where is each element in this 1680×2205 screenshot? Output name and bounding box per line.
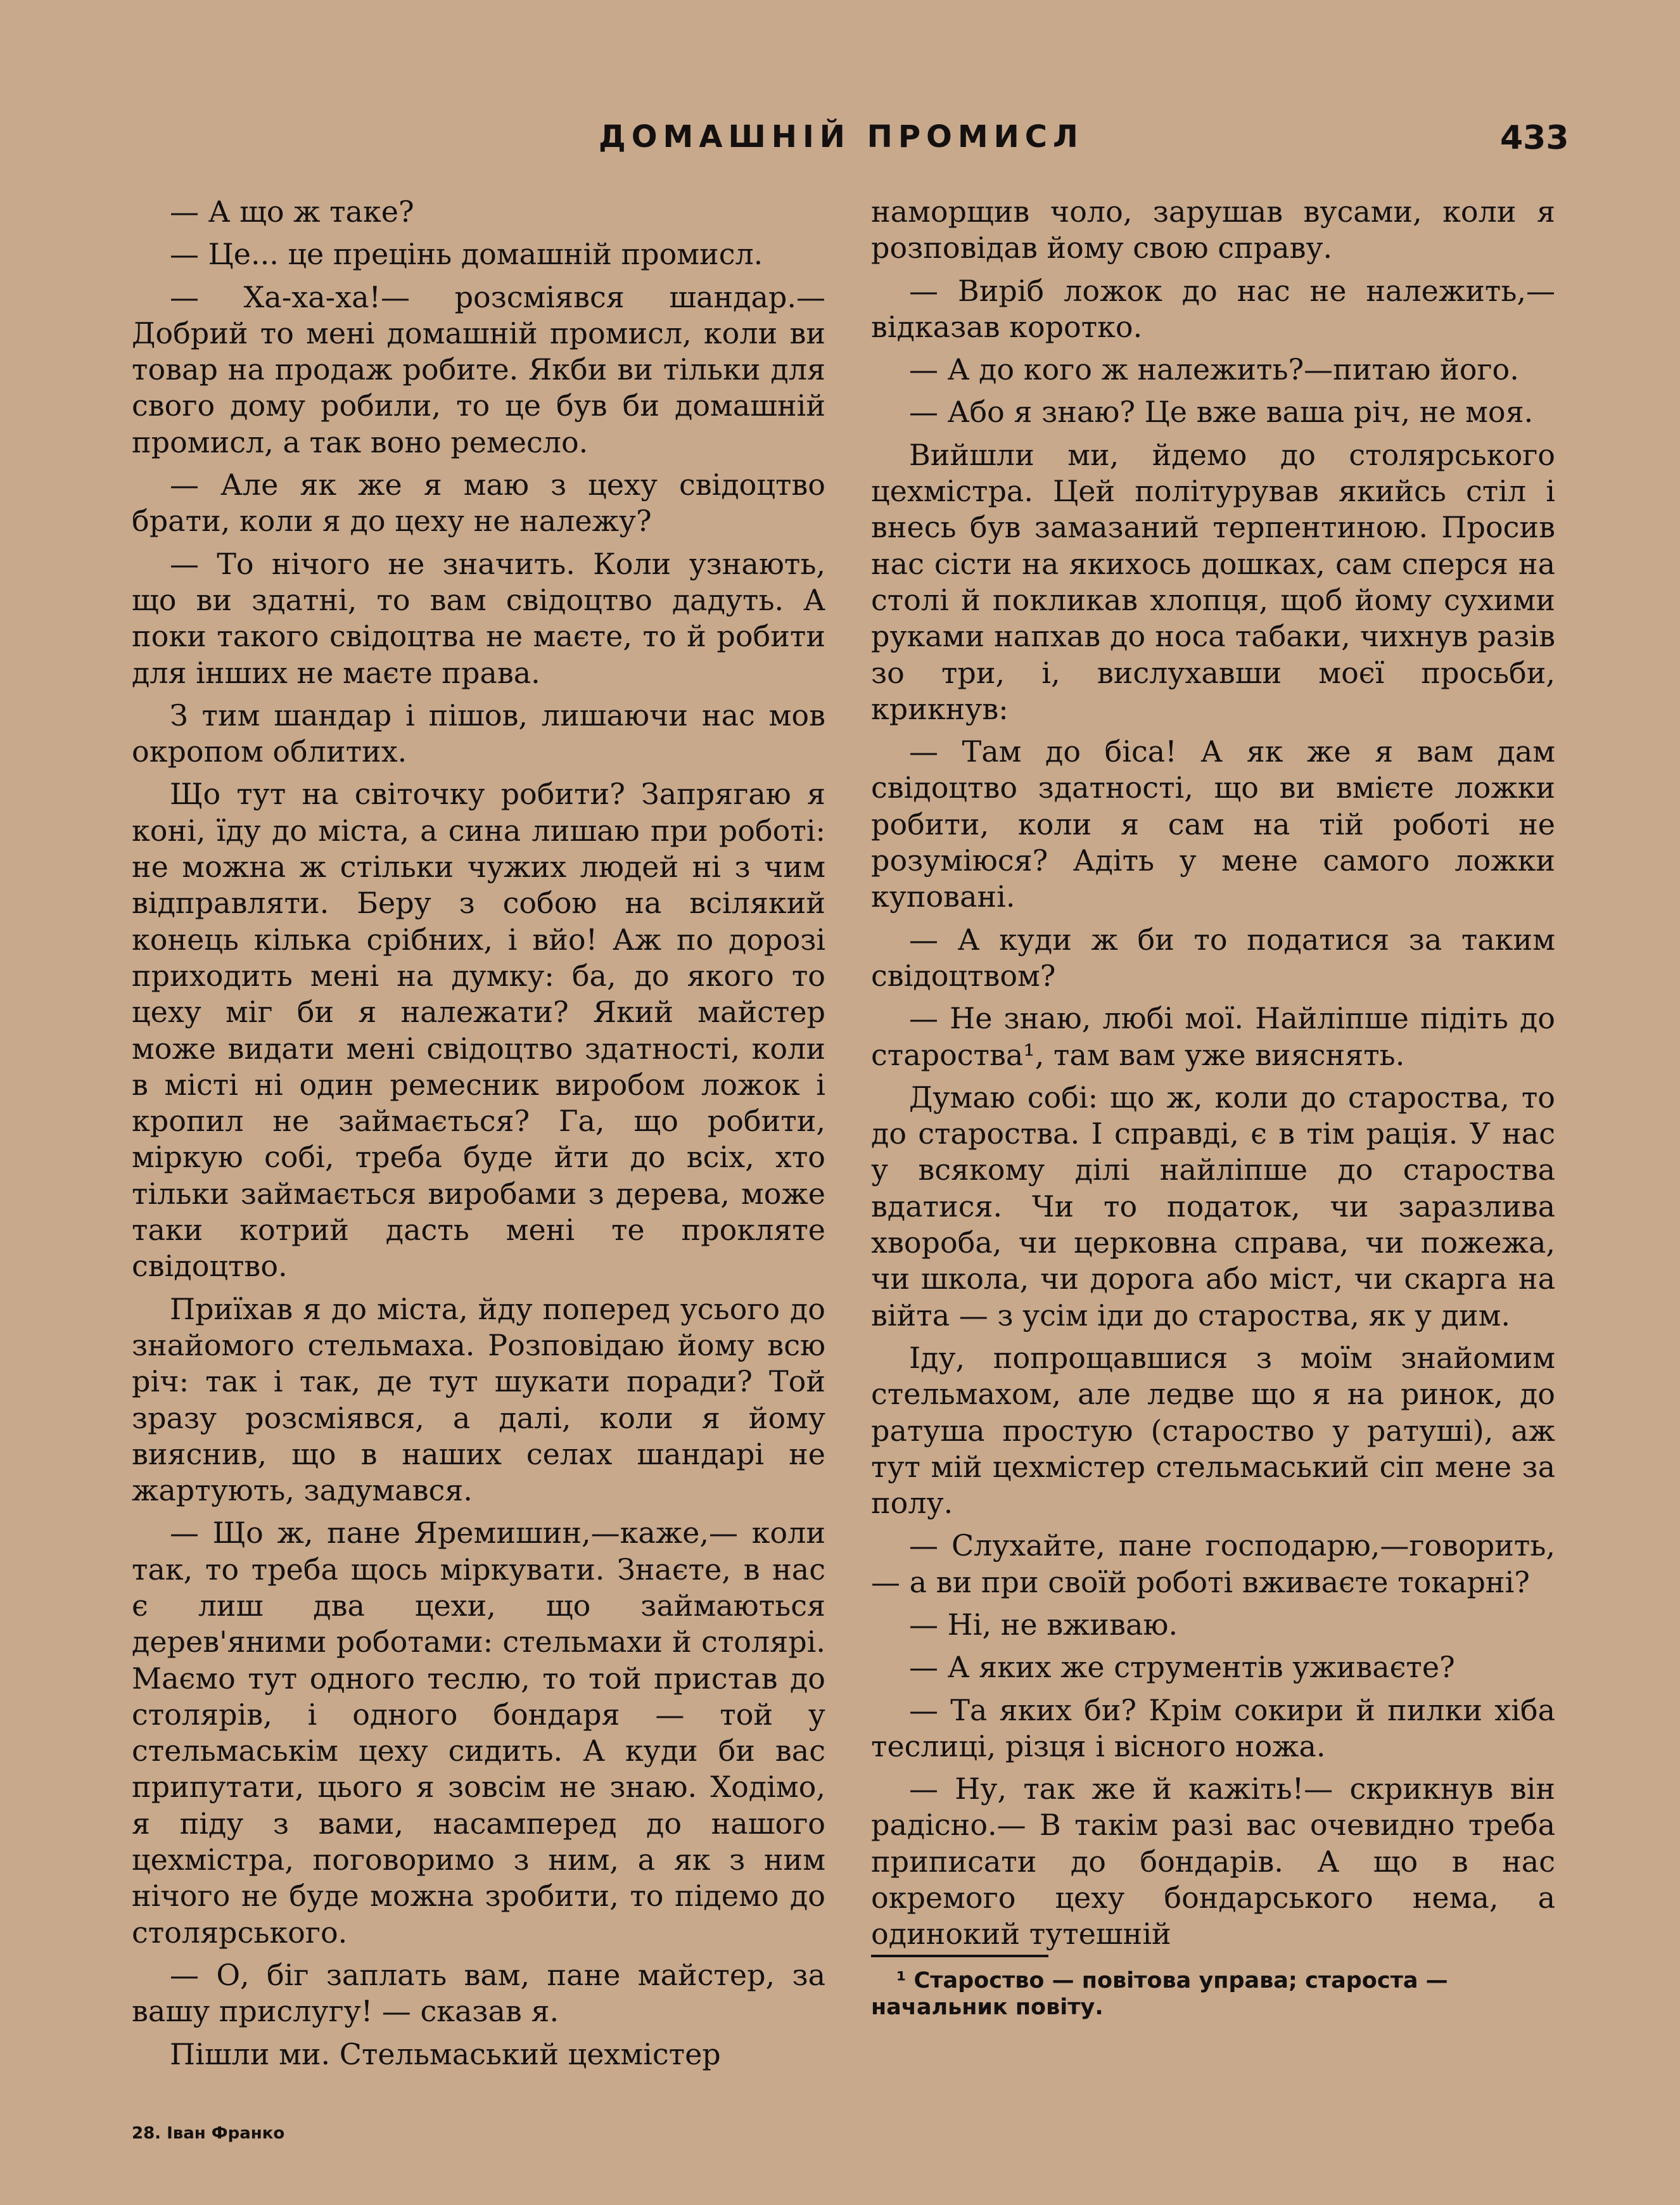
paragraph: — Але як же я маю з цеху свідоцтво брати, коли я до цеху не належу? bbox=[132, 468, 825, 539]
paragraph: — А до кого ж належить?—питаю його. bbox=[909, 352, 1519, 387]
paragraph: наморщив чоло, зарушав вусами, коли я розповідав йому свою справу. bbox=[871, 195, 1555, 265]
footnote-divider bbox=[871, 1955, 1048, 1957]
paragraph: — А яких же струментів уживаєте? bbox=[909, 1650, 1455, 1685]
paragraph: Іду, попрощавшися з моїм знайомим стельмахом, але ледве що я на ринок, до ратуша простую (староство у ратуші), аж тут мій цехмістер стельмаський сіп мене за полу. bbox=[871, 1340, 1555, 1521]
footnote: ¹ Староство — повітова управа; староста — начальник повіту. bbox=[871, 1968, 1448, 2020]
paragraph: — Слухайте, пане господарю,—говорить,— а ви при своїй роботі вживаєте токарні? bbox=[871, 1528, 1555, 1599]
paragraph: — Або я знаю? Це вже ваша річ, не моя. bbox=[909, 395, 1534, 430]
paragraph: — Виріб ложок до нас не належить,— відказав коротко. bbox=[871, 273, 1555, 344]
paragraph: Приїхав я до міста, йду поперед усього до знайомого стельмаха. Розповідаю йому всю річ: так і так, де тут шукати поради? Той зразу розсміявся, а далі, коли я йому вияснив, що в наших селах шандарі не жартують, задумався. bbox=[132, 1291, 825, 1508]
paragraph: — Це... це прецінь домашній промисл. bbox=[170, 237, 763, 272]
left-column bbox=[132, 194, 825, 2079]
signature-mark: 28. Іван Франко bbox=[132, 2124, 285, 2143]
paragraph: — То нічого не значить. Коли узнають, що ви здатні, то вам свідоцтво дадуть. А поки такого свідоцтва не маєте, то й робити для інших не маєте права. bbox=[132, 546, 825, 690]
paragraph: — Ха-ха-ха!— розсміявся шандар.— Добрий то мені домашній промисл, коли ви товар на продаж робите. Якби ви тільки для свого дому робили, то це був би домашній промисл, а так воно ремесло. bbox=[132, 279, 825, 459]
paragraph: Думаю собі: що ж, коли до староства, то до староства. І справді, є в тім рація. У нас у всякому ділі найліпше до староства вдатися. Чи то податок, чи заразлива хвороба, чи церковна справа, чи пожежа, чи школа, чи дорога або міст, чи скарга на війта — з усім іди до староства, як у дим. bbox=[871, 1080, 1555, 1333]
paragraph: — О, біг заплать вам, пане майстер, за вашу прислугу! — сказав я. bbox=[132, 1957, 825, 2029]
paragraph: Що тут на світочку робити? Запрягаю я коні, їду до міста, а сина лишаю при роботі: не можна ж стільки чужих людей ні з чим відправляти. Беру з собою на всілякий конець кілька срібних, і вйо! Аж по дорозі приходить мені на думку: ба, до якого то цеху міг би я належати? Який майстер може видати мені свідоцтво здатності, коли в місті ні один ремесник виробом ложок і кропил не займається? Га, що робити, міркую собі, треба буде йти до всіх, хто тільки займається виробами з дерева, може таки котрий дасть мені те проклятe свідоцтво. bbox=[132, 777, 825, 1284]
paragraph: — Там до біса! А як же я вам дам свідоцтво здатності, що ви вмієте ложки робити, коли я сам на тій роботі не розуміюся? Адіть у мене самого ложки куповані. bbox=[871, 734, 1555, 914]
paragraph: — Ну, так же й кажіть!— скрикнув він радісно.— В такім разі вас очевидно треба приписати до бондарів. А що в нас окремого цеху бондарського нема, а одинокий тутешній bbox=[871, 1772, 1555, 1952]
paragraph: — А куди ж би то податися за таким свідоцтвом? bbox=[871, 922, 1555, 993]
paragraph: — Та яких би? Крім сокири й пилки хіба теслиці, різця і вісного ножа. bbox=[871, 1692, 1555, 1763]
paragraph: — А що ж таке? bbox=[170, 195, 414, 229]
running-title: ДОМАШНІЙ ПРОМИСЛ bbox=[599, 119, 1084, 155]
paragraph: Пішли ми. Стельмаський цехмістер bbox=[170, 2036, 721, 2071]
right-column bbox=[871, 194, 1555, 1959]
paragraph: — Що ж, пане Яремишин,—каже,— коли так, то треба щось міркувати. Знаєте, в нас є лиш два цехи, що займаються дерев'яними роботами: стельмахи й столярі. Маємо тут одного теслю, то той пристав до столярів, і одного бондаря — той у стельмаськім цеху сидить. А куди би вас припутати, цього я зовсім не знаю. Ходімо, я піду з вами, насамперед до нашого цехмістра, поговоримо з ним, а як з ним нічого не буде можна зробити, то підемо до столярського. bbox=[132, 1516, 825, 1950]
page-number: 433 bbox=[1500, 119, 1569, 157]
paragraph: З тим шандар і пішов, лишаючи нас мов окропом облитих. bbox=[132, 698, 825, 769]
paragraph: — Ні, не вживаю. bbox=[909, 1607, 1178, 1642]
paragraph: — Не знаю, любі мої. Найліпше підіть до староства¹, там вам уже вияснять. bbox=[871, 1001, 1555, 1072]
paragraph: Вийшли ми, йдемо до столярського цехмістра. Цей політурував якийсь стіл і внесь був замазаний терпентиною. Просив нас сісти на якихось дошках, сам сперся на столі й покликав хлопця, щоб йому сухими руками напхав до носа табаки, чихнув разів зо три, і, вислухавши моєї просьби, крикнув: bbox=[871, 437, 1555, 726]
